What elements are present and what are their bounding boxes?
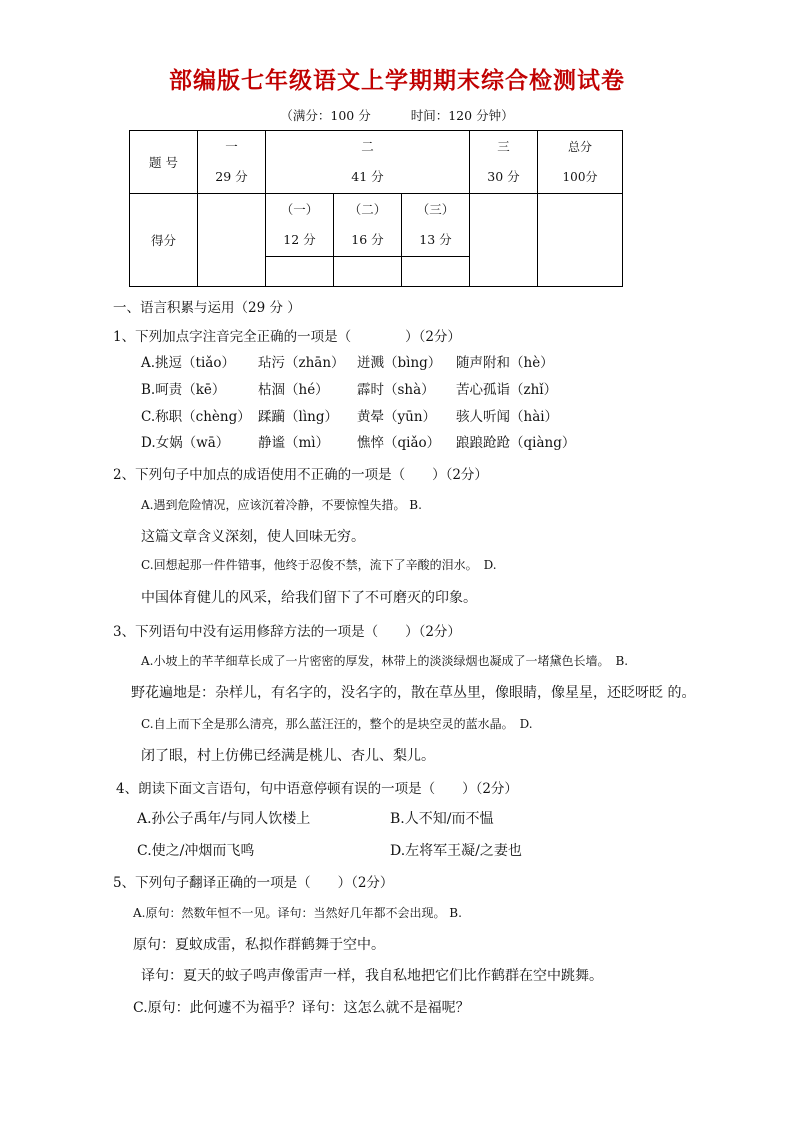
q2-option-d: 中国体育健儿的风采，给我们留下了不可磨灭的印象。 xyxy=(141,590,477,606)
q1-a-3: 迸溅（bìng） xyxy=(357,355,442,371)
total-header: 总分 100分 xyxy=(538,131,623,194)
q3-option-a: A.小坡上的芊芊细草长成了一片密密的厚发，林带上的淡淡绿烟也凝成了一堵黛色长墙。 B. xyxy=(141,654,629,668)
part1-header: 一 29 分 xyxy=(198,131,266,194)
total-score-cell[interactable] xyxy=(538,194,623,287)
row-label-number: 题 号 xyxy=(130,131,198,194)
exam-info xyxy=(0,106,794,124)
q4-option-b: B.人不知/而不愠 xyxy=(390,811,494,827)
q5-option-c: C.原句：此何遽不为福乎？译句：这怎么就不是福呢？ xyxy=(133,1000,470,1016)
sub2-header: （二） 16 分 xyxy=(334,194,402,257)
q1-c-1: C.称职（chèng） xyxy=(141,409,251,425)
q5-option-a: A.原句：然数年恒不一见。译句：当然好几年都不会出现。 B. xyxy=(133,906,462,920)
q1-a-2: 玷污（zhān） xyxy=(258,355,345,371)
q1-b-1: B.呵责（kē） xyxy=(141,382,226,398)
q5-stem: 5、下列句子翻译正确的一项是（ ）（2分） xyxy=(113,875,394,891)
q1-b-2: 枯涸（hé） xyxy=(258,382,329,398)
sub1-score-cell[interactable] xyxy=(266,257,334,287)
part2-header: 二 41 分 xyxy=(266,131,470,194)
q2-option-a: A.遇到危险情况，应该沉着冷静，不要惊惶失措。 B. xyxy=(141,498,422,512)
sub1-header: （一） 12 分 xyxy=(266,194,334,257)
section-heading: 一、语言积累与运用（29 分 ） xyxy=(113,300,301,316)
q1-b-4: 苦心孤诣（zhǐ） xyxy=(456,382,558,398)
page-title: 部编版七年级语文上学期期末综合检测试卷 xyxy=(169,68,625,94)
q4-option-a: A.孙公子禹年/与同人饮楼上 xyxy=(137,811,311,827)
q1-c-2: 蹂躏（lìng） xyxy=(258,409,338,425)
sub2-score-cell[interactable] xyxy=(334,257,402,287)
part3-header: 三 30 分 xyxy=(470,131,538,194)
sub3-header: （三） 13 分 xyxy=(402,194,470,257)
q1-c-3: 黄晕（yūn） xyxy=(357,409,437,425)
q1-d-3: 憔悴（qiǎo） xyxy=(357,435,441,451)
q4-option-c: C.使之/冲烟而飞鸣 xyxy=(137,843,255,859)
score-table xyxy=(129,130,623,287)
q1-stem: 1、下列加点字注音完全正确的一项是（ ）（2分） xyxy=(113,329,461,345)
q1-a-1: A.挑逗（tiǎo） xyxy=(141,355,235,371)
q3-option-c: C.自上而下全是那么清亮，那么蓝汪汪的，整个的是块空灵的蓝水晶。 D. xyxy=(141,717,533,731)
q4-stem: 4、朗读下面文言语句，句中语意停顿有误的一项是（ ）（2分） xyxy=(116,781,518,797)
q2-option-b: 这篇文章含义深刻，使人回味无穷。 xyxy=(141,529,365,545)
sub3-score-cell[interactable] xyxy=(402,257,470,287)
q1-d-2: 静谧（mì） xyxy=(258,435,330,451)
q3-option-b: 野花遍地是：杂样儿，有名字的，没名字的，散在草丛里，像眼睛，像星星，还眨呀眨 的。 xyxy=(131,685,696,701)
q2-option-c: C.回想起那一件件错事，他终于忍俊不禁，流下了辛酸的泪水。 D. xyxy=(141,558,497,572)
part3-score-cell[interactable] xyxy=(470,194,538,287)
part1-score-cell[interactable] xyxy=(198,194,266,287)
q1-d-4: 踉踉跄跄（qiàng） xyxy=(456,435,576,451)
q4-option-d: D.左将军王凝/之妻也 xyxy=(390,843,522,859)
q3-stem: 3、下列语句中没有运用修辞方法的一项是（ ）（2分） xyxy=(113,624,461,640)
q3-option-d: 闭了眼，村上仿佛已经满是桃儿、杏儿、梨儿。 xyxy=(141,748,435,764)
q1-c-4: 骇人听闻（hài） xyxy=(456,409,559,425)
row-label-score: 得分 xyxy=(130,194,198,287)
q1-b-3: 霹时（shà） xyxy=(357,382,435,398)
full-score: （满分：100 分 xyxy=(280,108,371,123)
q2-stem: 2、下列句子中加点的成语使用不正确的一项是（ ）（2分） xyxy=(113,467,488,483)
q1-d-1: D.女娲（wā） xyxy=(141,435,230,451)
q1-a-4: 随声附和（hè） xyxy=(456,355,554,371)
q5-option-b-original: 原句：夏蚊成雷，私拟作群鹤舞于空中。 xyxy=(133,937,385,953)
q5-option-b-translation: 译句：夏天的蚊子鸣声像雷声一样，我自私地把它们比作鹤群在空中跳舞。 xyxy=(141,968,603,984)
exam-time: 时间：120 分钟） xyxy=(410,108,514,123)
